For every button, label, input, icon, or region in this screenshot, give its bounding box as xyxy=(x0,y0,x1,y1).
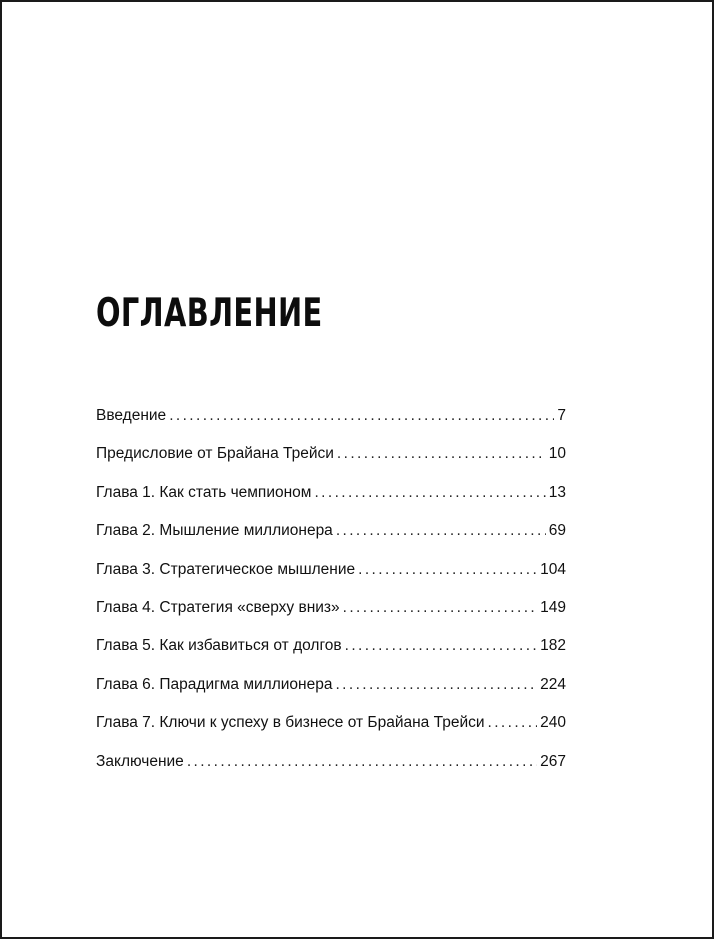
dot-leader xyxy=(335,671,537,699)
toc-entry-page: 13 xyxy=(548,483,566,501)
toc-entry-page: 104 xyxy=(540,560,566,578)
toc-entry-title: Глава 3. Стратегическое мышление xyxy=(96,560,356,578)
toc-entry xyxy=(96,479,566,517)
toc-entry xyxy=(96,440,566,478)
dot-leader xyxy=(336,517,546,545)
dot-leader xyxy=(345,632,538,660)
toc-entry xyxy=(96,709,566,747)
toc-entry xyxy=(96,632,566,670)
dot-leader xyxy=(343,594,537,622)
toc-entry-title: Глава 7. Ключи к успеху в бизнесе от Брайана Трейси xyxy=(96,714,485,732)
dot-leader xyxy=(488,709,538,737)
toc-entry-page: 240 xyxy=(540,714,566,732)
toc-entry-page: 7 xyxy=(557,407,566,424)
toc-entry-title: Глава 6. Парадигма миллионера xyxy=(96,675,333,693)
toc-entry-title: Глава 5. Как избавиться от долгов xyxy=(96,637,342,655)
dot-leader xyxy=(314,479,545,507)
toc-entry xyxy=(96,556,566,594)
dot-leader xyxy=(187,748,537,776)
toc-entry-page: 149 xyxy=(540,598,566,616)
dot-leader xyxy=(169,402,554,430)
toc-entry xyxy=(96,748,566,786)
toc-entry xyxy=(96,671,566,709)
toc-entry xyxy=(96,594,566,632)
toc-entry-page: 10 xyxy=(548,445,566,463)
toc-entry-page: 224 xyxy=(540,675,566,693)
toc-entry-title: Глава 1. Как стать чемпионом xyxy=(96,483,312,501)
toc-entry-title: Заключение xyxy=(96,752,184,770)
table-of-contents xyxy=(96,402,566,786)
toc-entry-page: 182 xyxy=(540,637,566,655)
dot-leader xyxy=(358,556,537,584)
dot-leader xyxy=(337,440,546,468)
toc-entry-page: 267 xyxy=(540,752,566,770)
toc-entry-title: Введение xyxy=(96,407,167,424)
toc-entry-title: Предисловие от Брайана Трейси xyxy=(96,445,334,463)
page-title: ОГЛАВЛЕНИЕ xyxy=(96,291,323,336)
toc-entry xyxy=(96,402,566,440)
toc-entry-page: 69 xyxy=(548,522,566,540)
toc-entry-title: Глава 4. Стратегия «сверху вниз» xyxy=(96,598,340,616)
toc-entry xyxy=(96,517,566,555)
toc-entry-title: Глава 2. Мышление миллионера xyxy=(96,522,333,540)
